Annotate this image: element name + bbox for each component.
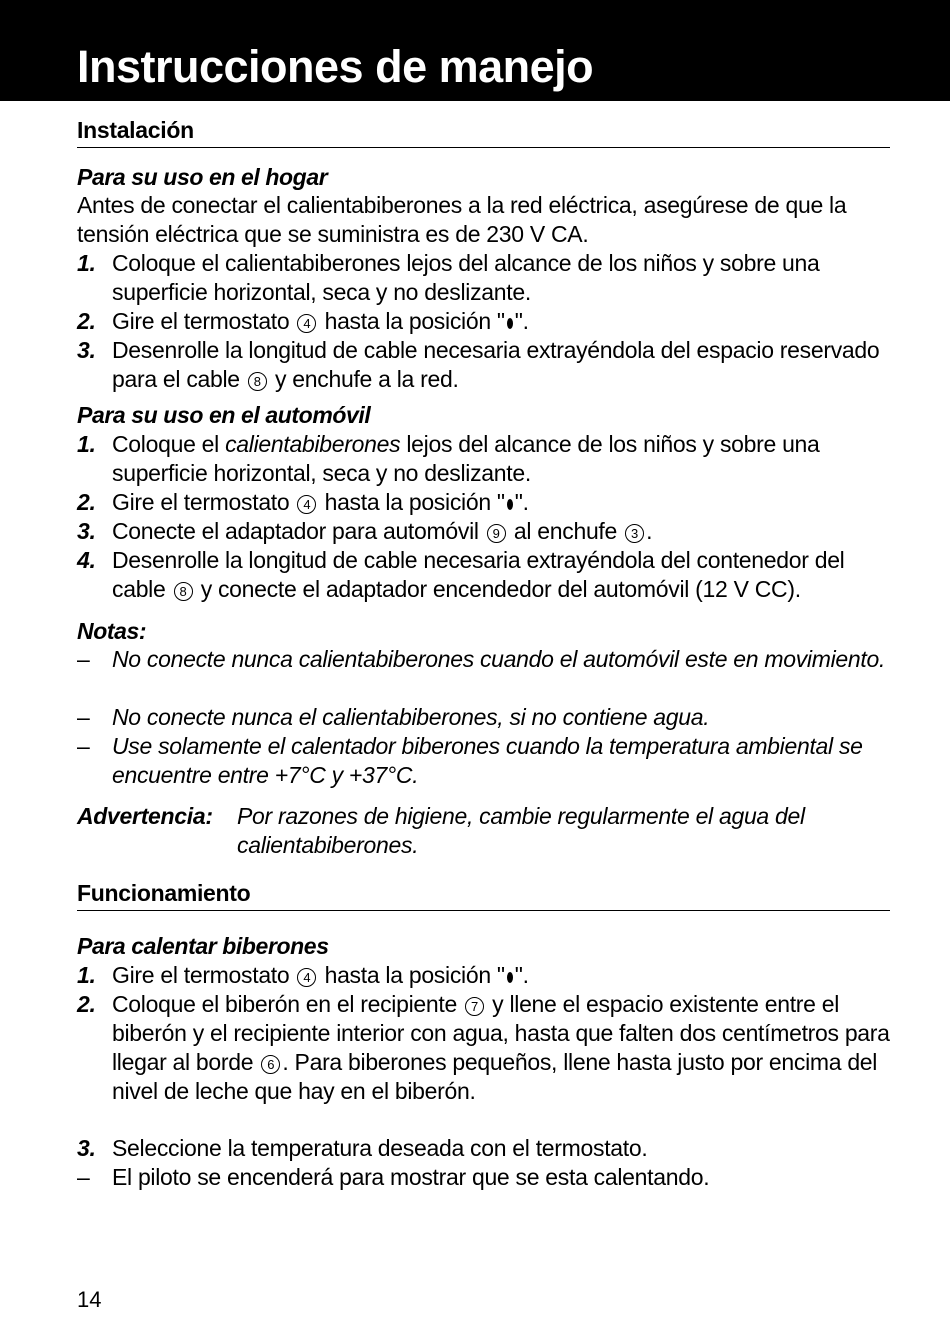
note-text: No conecte nunca el calientabiberones, si no contiene agua. (112, 704, 710, 730)
step-text: Gire el termostato 4 hasta la posición " ". (112, 962, 529, 988)
list-item (77, 517, 892, 546)
step-number: 1. (77, 431, 96, 457)
step-number: 4. (77, 547, 96, 573)
header-bar (0, 0, 950, 101)
step-text: Coloque el calientabiberones lejos del alcance de los niños y sobre una superficie horizontal, seca y no deslizante. (112, 250, 820, 305)
subheading-heating: Para calentar biberones (77, 933, 329, 959)
list-item: – No conecte nunca calientabiberones cuando el automóvil este en movimiento. (77, 645, 892, 674)
step-text: Gire el termostato 4 hasta la posición " ". (112, 489, 529, 515)
list-item (77, 307, 892, 336)
position-dot-icon (507, 972, 513, 983)
list-item (77, 990, 892, 1106)
callout-number-icon: 8 (174, 582, 193, 601)
step-text: Coloque el calientabiberones lejos del alcance de los niños y sobre una superficie horizontal, seca y no deslizante. (112, 431, 820, 486)
list-item (77, 961, 892, 990)
step-number: 1. (77, 250, 96, 276)
intro-paragraph: Antes de conectar el calientabiberones a la red eléctrica, asegúrese de que la tensión eléctrica que se suministra es de 230 V CA. (77, 192, 847, 247)
callout-number-icon: 7 (465, 997, 484, 1016)
callout-number-icon: 3 (625, 524, 644, 543)
note-text: No conecte nunca calientabiberones cuando el automóvil este en movimiento. (112, 646, 886, 672)
callout-number-icon: 8 (248, 372, 267, 391)
callout-number-icon: 6 (261, 1055, 280, 1074)
step-text: Desenrolle la longitud de cable necesaria extrayéndola del espacio reservado para el cable 8 y enchufe a la red. (112, 337, 880, 392)
section-heading-installation: Instalación (77, 118, 890, 148)
notes-label: Notas: (77, 618, 147, 644)
step-text: Conecte el adaptador para automóvil 9 al enchufe 3 . (112, 518, 653, 544)
subheading-home-use: Para su uso en el hogar (77, 164, 328, 190)
step-text: Desenrolle la longitud de cable necesaria extrayéndola del contenedor del cable 8 y conecte el adaptador encendedor del automóvil (12 V CC). (112, 547, 845, 602)
warning-text: Por razones de higiene, cambie regularmente el agua del calientabiberones. (237, 803, 805, 858)
position-dot-icon (507, 318, 513, 329)
callout-number-icon: 9 (487, 524, 506, 543)
step-text: Coloque el biberón en el recipiente 7 y llene el espacio existente entre el biberón y el recipiente interior con agua, hasta que falten dos centímetros para llegar al borde 6 . Para biberones pequeños, llene hasta justo por encima del nivel de leche que hay en el biberón. (112, 991, 890, 1104)
warning-label: Advertencia: (77, 803, 213, 829)
warning-block (77, 802, 892, 860)
list-item: – Use solamente el calentador biberones cuando la temperatura ambiental se encuentre entre +7°C y +37°C. (77, 732, 892, 790)
step-number: 2. (77, 308, 96, 334)
list-item (77, 430, 892, 488)
list-item: – El piloto se encenderá para mostrar que se esta calentando. (77, 1163, 892, 1192)
step-text: Seleccione la temperatura deseada con el termostato. (112, 1135, 648, 1161)
list-item (77, 488, 892, 517)
callout-number-icon: 4 (297, 495, 316, 514)
step-number: 3. (77, 337, 96, 363)
list-item: – No conecte nunca el calientabiberones, si no contiene agua. (77, 703, 892, 732)
note-text: El piloto se encenderá para mostrar que se esta calentando. (112, 1164, 710, 1190)
step-number: 3. (77, 1135, 96, 1161)
list-item (77, 336, 892, 394)
page-number: 14 (77, 1287, 102, 1312)
list-item (77, 1134, 892, 1163)
page-title: Instrucciones de manejo (77, 41, 594, 92)
callout-number-icon: 4 (297, 314, 316, 333)
step-number: 2. (77, 489, 96, 515)
section-heading-operation: Funcionamiento (77, 881, 890, 911)
step-number: 3. (77, 518, 96, 544)
list-item (77, 249, 892, 307)
subheading-car-use: Para su uso en el automóvil (77, 402, 371, 428)
callout-number-icon: 4 (297, 968, 316, 987)
position-dot-icon (507, 499, 513, 510)
step-number: 2. (77, 991, 96, 1017)
step-text: Gire el termostato 4 hasta la posición " ". (112, 308, 529, 334)
step-number: 1. (77, 962, 96, 988)
note-text: Use solamente el calentador biberones cuando la temperatura ambiental se encuentre entre +7°C y +37°C. (112, 733, 863, 788)
list-item (77, 546, 892, 604)
